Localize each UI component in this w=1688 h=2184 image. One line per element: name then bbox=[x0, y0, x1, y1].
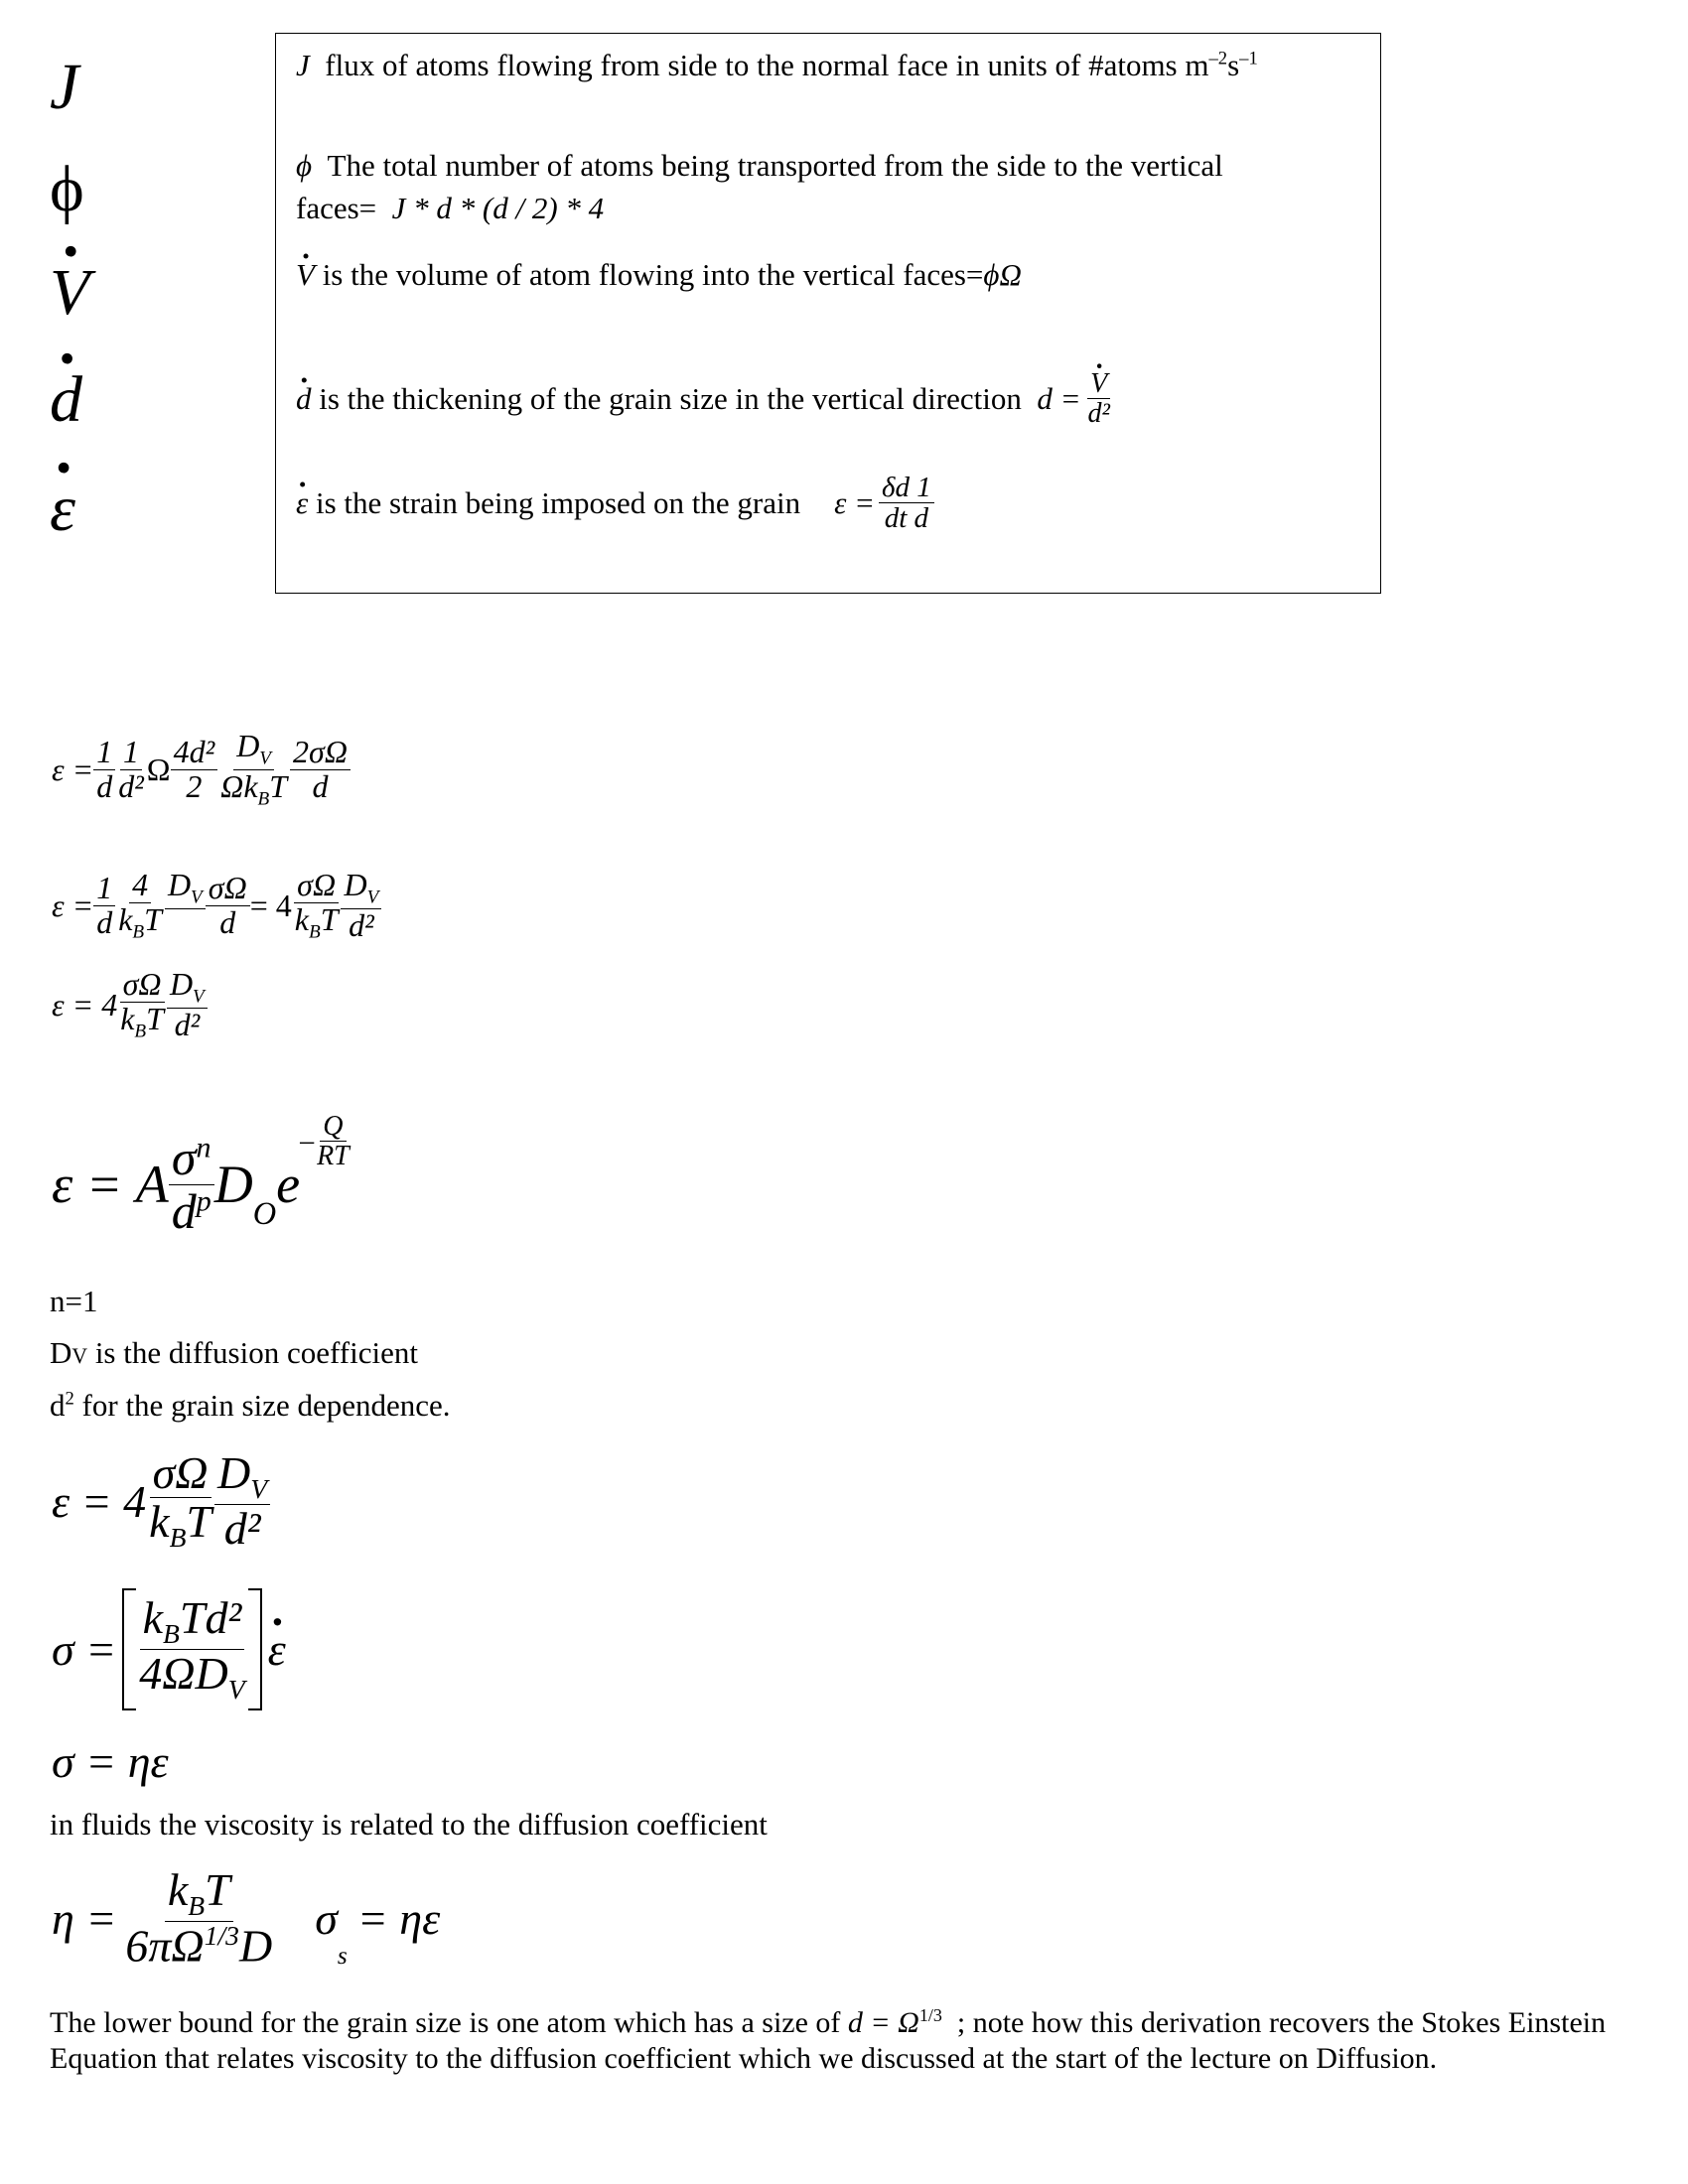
equation-5: ε = 4 $\frac{\sigma\Omega}{k_BT}$ $\frac{D_V}{\text{d²}}$ bbox=[52, 1449, 270, 1553]
note-dv: DV is the diffusion coefficient bbox=[50, 1335, 418, 1370]
symbol-j: J bbox=[50, 51, 79, 123]
bracket: $\frac{k_BTd^2}{4\Omega D_V}$ bbox=[122, 1588, 261, 1710]
equation-3: ε = 4 $\frac{\sigma\Omega}{k_BT}$ $\frac{D_V}{\text{d²}}$ bbox=[52, 968, 208, 1041]
equation-1: ε = $\frac{1}{d}$ $\frac{1}{\text{d²}}$ Ω $\frac{\text{4d²}}{2}$ $\frac{D_V}{\Omega k_BT}$ $\frac{2\sigma\Omega}{d}$ bbox=[52, 730, 351, 809]
symbol-phi: ϕ bbox=[50, 153, 84, 225]
def-phi: ϕ The total number of atoms being transported from the side to the vertical bbox=[296, 148, 1223, 183]
equation-4: ε = A $\frac{\sigma^n}{d^p}$ D $_O$ e – $\frac{Q}{RT}$ bbox=[52, 1111, 350, 1239]
final-paragraph: The lower bound for the grain size is one atom which has a size of $d = \Omega^{1/3}$ ; note how this derivation recovers the Stokes Einstein Equation that relates viscosity to the diffusion coefficient which we discussed at the start of the lecture on Diffusion. bbox=[50, 2005, 1607, 2075]
def-v: · V is the volume of atom flowing into the vertical faces=ϕΩ bbox=[296, 257, 1022, 293]
definitions-box bbox=[275, 33, 1381, 594]
equation-8: η = $\frac{k_BT}{6\pi\Omega^{1/3}D}$ σ $_s$ = ηε bbox=[52, 1864, 441, 1972]
def-phi-cont: faces= J * d * (d / 2) * 4 bbox=[296, 191, 605, 225]
symbol-epsilon-dot: · ε bbox=[50, 477, 75, 542]
symbol-d-dot: · d bbox=[50, 367, 82, 433]
def-d: · d is the thickening of the grain size in the vertical direction d = · $\frac{V}{\text{d²}}$ bbox=[296, 369, 1113, 429]
equation-7: σ = ηε bbox=[52, 1736, 169, 1787]
equation-6: σ = $\frac{k_BTd^2}{4\Omega D_V}$ · ε bbox=[52, 1588, 286, 1710]
note-n: n=1 bbox=[50, 1284, 98, 1318]
note-fluids: in fluids the viscosity is related to the diffusion coefficient bbox=[50, 1807, 768, 1842]
def-j: J flux of atoms flowing from side to the normal face in units of #atoms $m^{-2}s^{-1}$ bbox=[296, 48, 1258, 82]
symbol-v-dot: · V bbox=[50, 260, 89, 326]
note-d2: $d^2$ for the grain size dependence. bbox=[50, 1388, 451, 1423]
equation-2: ε = $\frac{1}{d}$ $\frac{4}{k_BT}$ $D_V$ $\frac{\sigma\Omega}{d}$ = 4 $\frac{\sigma\Omega}{k_BT}$ $\frac{D_V}{\text{d²}}$ bbox=[52, 869, 381, 942]
def-epsilon: · ε is the strain being imposed on the grain ε = $\frac{\delta d 1}{\text{dt d}}$ bbox=[296, 473, 934, 534]
